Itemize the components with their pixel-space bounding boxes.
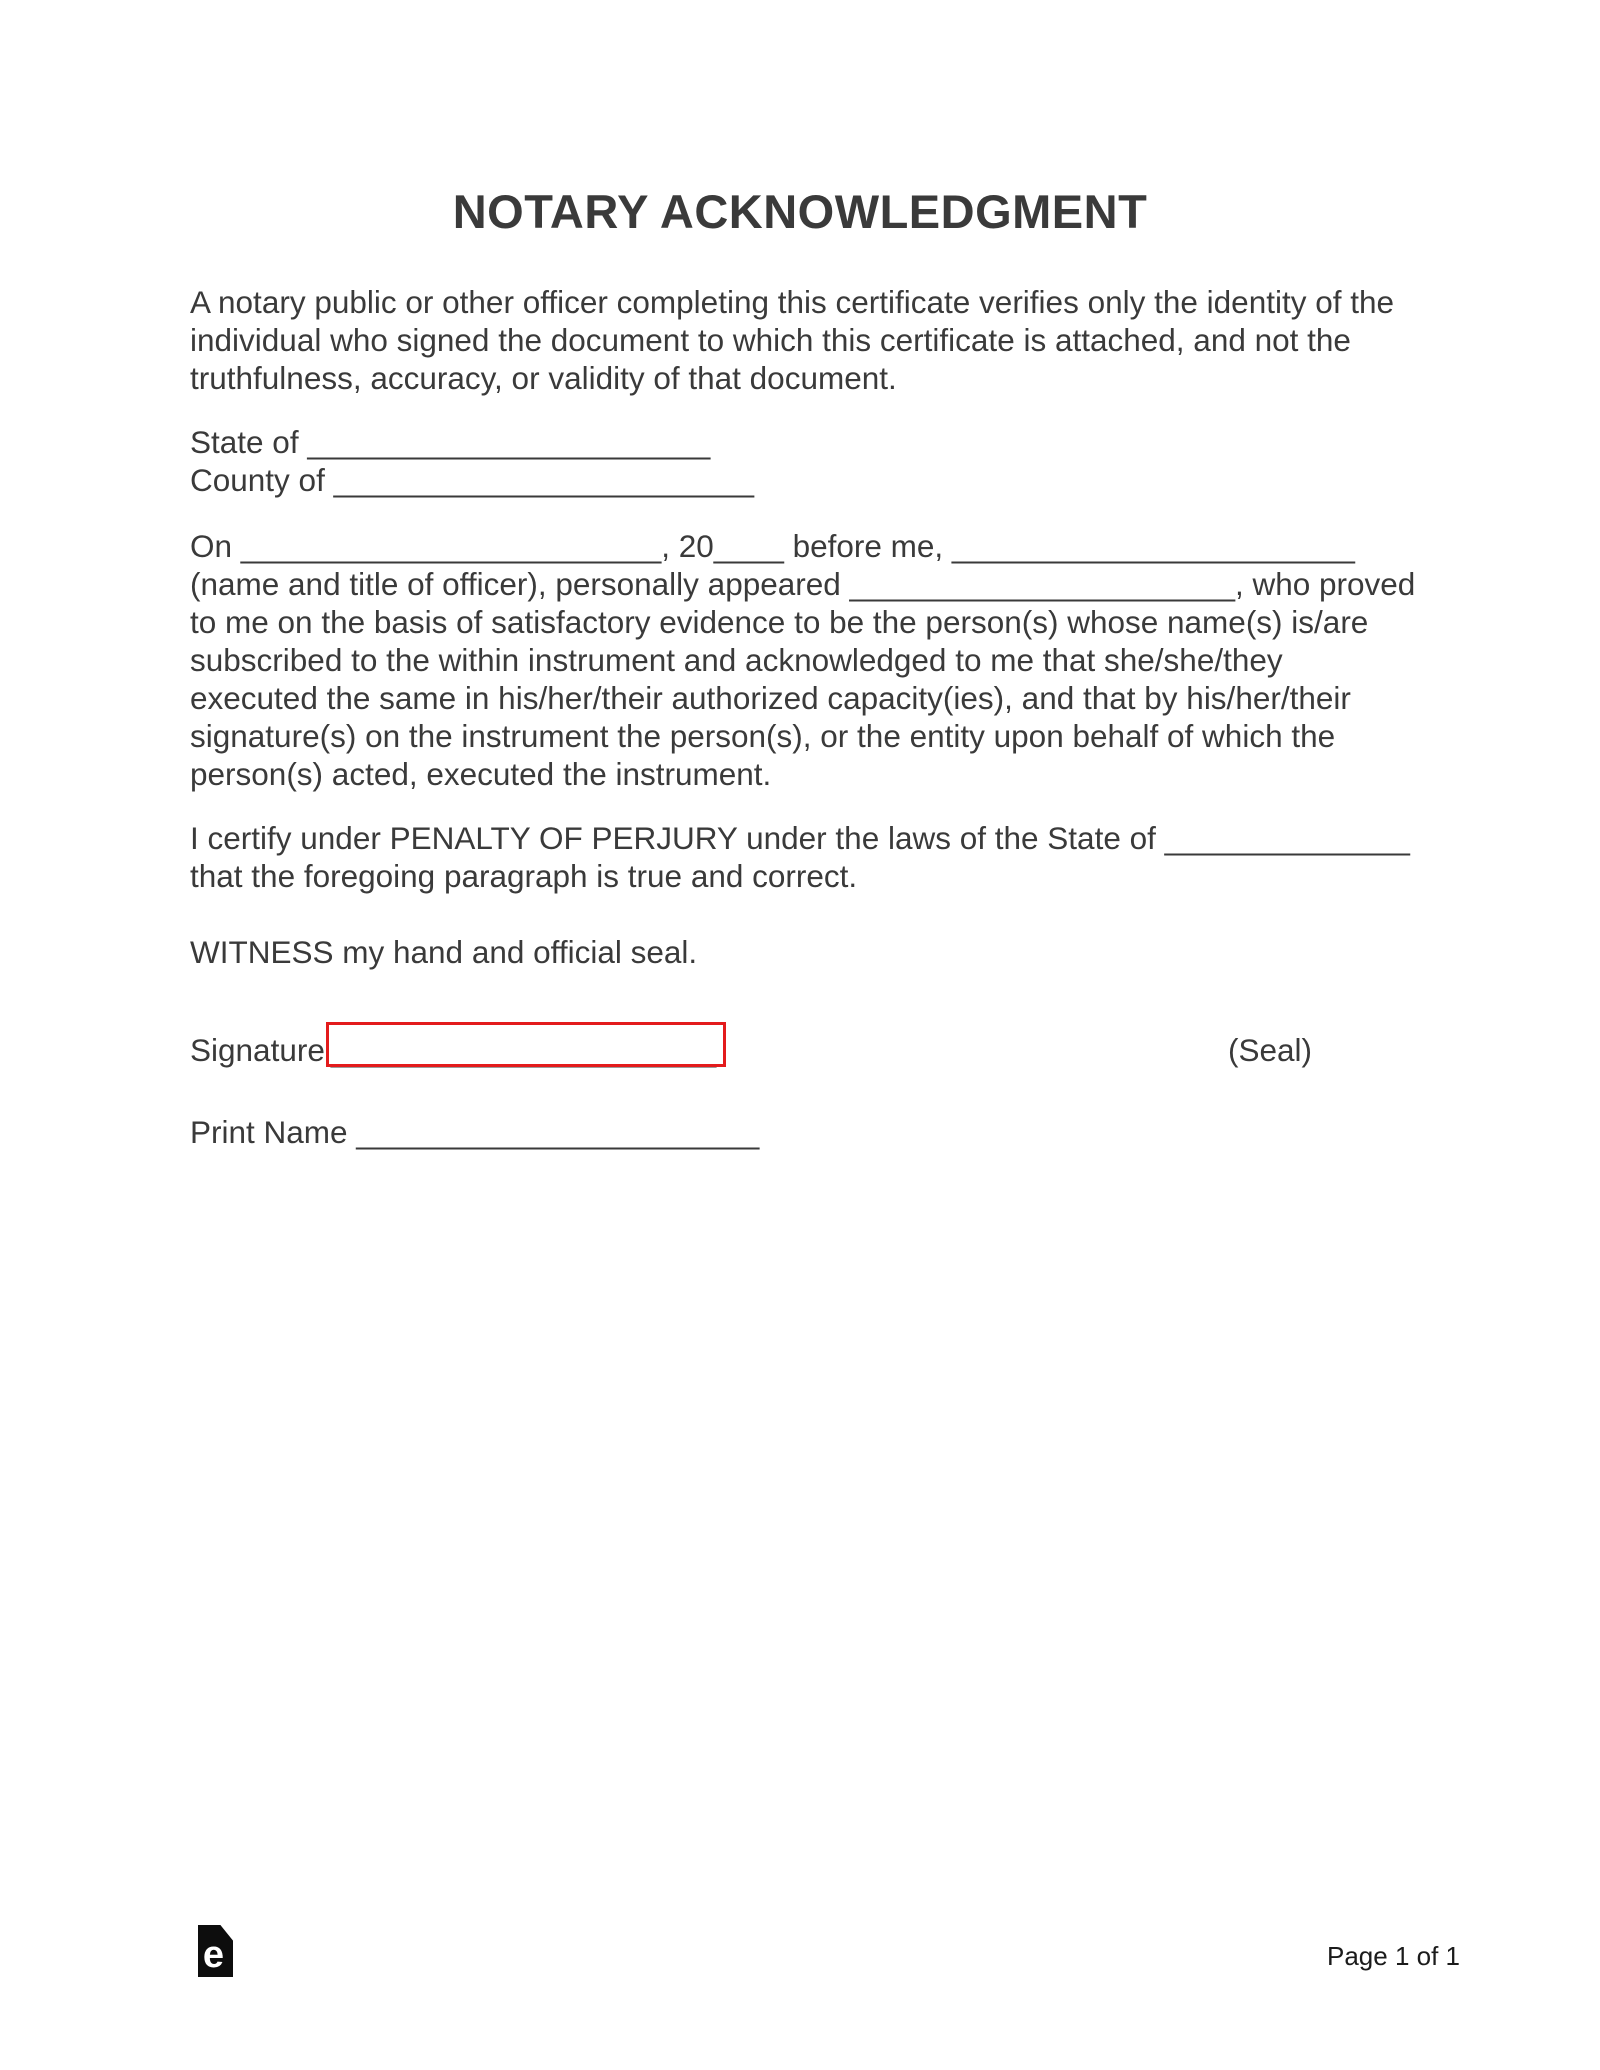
signature-blank-line: ______________________: [330, 1032, 717, 1068]
disclaimer-paragraph: [190, 283, 1412, 397]
paragraph-line: individual who signed the document to which this certificate is attached, and not the: [190, 322, 1351, 358]
print-name-row: [190, 1113, 1412, 1151]
signature-row: [190, 1031, 1412, 1069]
paragraph-line: I certify under PENALTY OF PERJURY under the laws of the State of ______________: [190, 820, 1410, 856]
paragraph-line: On ________________________, 20____ before me, _______________________: [190, 528, 1355, 564]
page-indicator: Page 1 of 1: [1327, 1941, 1460, 1971]
signature-field[interactable]: [331, 1031, 716, 1069]
acknowledgment-paragraph: [190, 527, 1416, 793]
paragraph-line: that the foregoing paragraph is true and correct.: [190, 858, 858, 894]
eforms-logo: [198, 1925, 233, 1977]
paragraph-line: person(s) acted, executed the instrument.: [190, 756, 772, 792]
signature-label: Signature: [190, 1032, 325, 1068]
paragraph-line: (name and title of officer), personally appeared ______________________, who proved: [190, 566, 1416, 602]
witness-line: [190, 933, 1412, 971]
paragraph-line: to me on the basis of satisfactory evidence to be the person(s) whose name(s) is/are: [190, 604, 1369, 640]
print-name-line: Print Name _______________________: [190, 1114, 760, 1150]
state-of-line: State of _______________________: [190, 424, 711, 460]
paragraph-line: WITNESS my hand and official seal.: [190, 934, 698, 970]
seal-label: (Seal): [1227, 1032, 1312, 1068]
jurisdiction-block: [190, 423, 1412, 499]
paragraph-line: subscribed to the within instrument and acknowledged to me that she/she/they: [190, 642, 1283, 678]
logo-letter: e: [202, 1934, 225, 1976]
paragraph-line: A notary public or other officer completing this certificate verifies only the identity of the: [190, 284, 1395, 320]
paragraph-line: signature(s) on the instrument the person(s), or the entity upon behalf of which the: [190, 718, 1336, 754]
perjury-certification-paragraph: [190, 819, 1412, 895]
paragraph-line: executed the same in his/her/their authorized capacity(ies), and that by his/her/their: [190, 680, 1351, 716]
county-of-line: County of ________________________: [190, 462, 755, 498]
paragraph-line: truthfulness, accuracy, or validity of that document.: [190, 360, 897, 396]
signature-highlight-box[interactable]: [326, 1022, 726, 1067]
page-title: NOTARY ACKNOWLEDGMENT: [452, 185, 1148, 238]
